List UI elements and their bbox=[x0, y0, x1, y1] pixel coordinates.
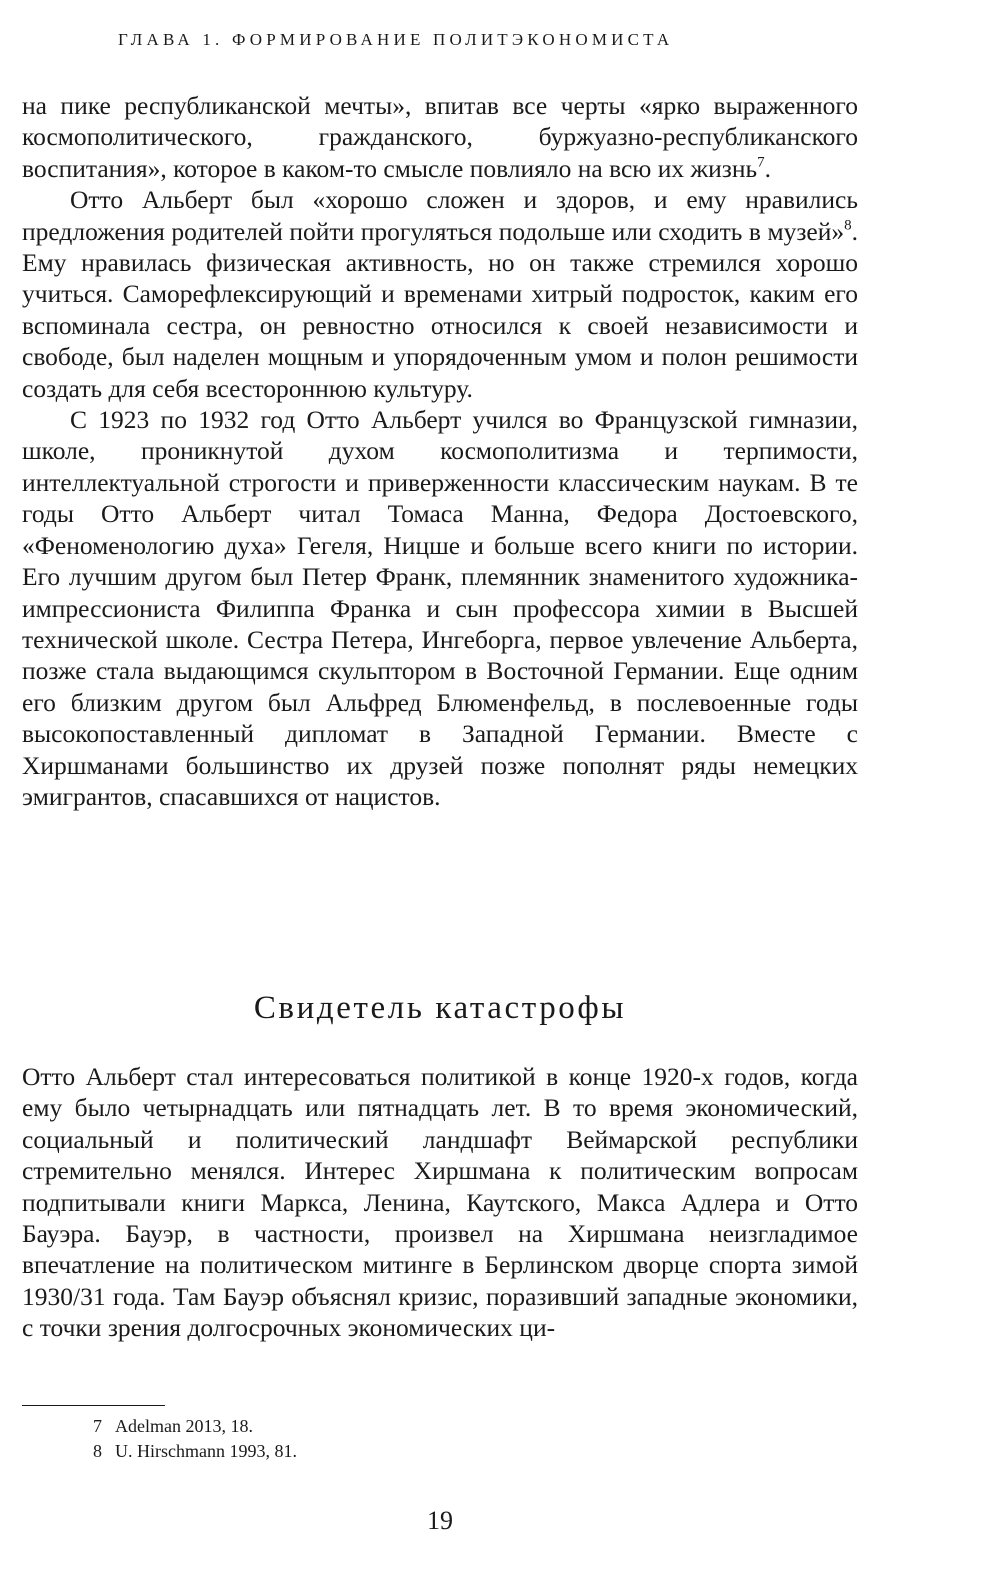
paragraph-2-tail: . Ему нравилась физическая активность, но он также стремился хорошо учиться. Саморефлексирующий и временами хитрый подросток, каким его вспоминала сестра, он ревностно относился к своей независимости и свободе, был наделен мощным и упорядоченным умом и полон решимости создать для себя всестороннюю культуру. bbox=[22, 216, 858, 403]
body-text-top bbox=[22, 90, 858, 812]
body-text-section bbox=[22, 1061, 858, 1344]
footnotes bbox=[93, 1414, 297, 1464]
paragraph-3-text: С 1923 по 1932 год Отто Альберт учился во Французской гимназии, школе, проникнутой духом космополитизма и терпимости, интеллектуальной строгости и приверженности классическим наукам. В те годы Отто Альберт читал Томаса Манна, Федора Достоевского, «Феноменологию духа» Гегеля, Ницше и больше всего книги по истории. Его лучшим другом был Петер Франк, племянник знаменитого художника-импрессиониста Филиппа Франка и сын профессора химии в Высшей технической школе. Сестра Петера, Ингеборга, первое увлечение Альберта, позже стала выдающимся скульптором в Восточной Германии. Еще одним его близким другом был Альфред Блюменфельд, в послевоенные годы высокопоставленный дипломат в Западной Германии. Вместе с Хиршманами большинство их друзей позже пополнят ряды немецких эмигрантов, спасавшихся от нацистов. bbox=[22, 405, 858, 811]
paragraph-1 bbox=[22, 90, 858, 184]
paragraph-1-text: на пике республиканской мечты», впитав все черты «ярко выраженного космополитического, гражданского, буржуазно-республиканского воспитания», которое в каком-то смысле повлияло на всю их жизнь bbox=[22, 91, 858, 183]
footnote-8 bbox=[93, 1439, 297, 1464]
paragraph-3 bbox=[22, 404, 858, 812]
footnote-number: 7 bbox=[93, 1416, 102, 1436]
page-number: 19 bbox=[427, 1506, 453, 1535]
paragraph-2 bbox=[22, 184, 858, 404]
footnote-number: 8 bbox=[93, 1441, 102, 1461]
section-heading: Свидетель катастрофы bbox=[253, 990, 627, 1026]
running-head: ГЛАВА 1. ФОРМИРОВАНИЕ ПОЛИТЭКОНОМИСТА bbox=[118, 30, 674, 49]
footnote-divider bbox=[22, 1405, 165, 1406]
footnote-text: Adelman 2013, 18. bbox=[115, 1416, 253, 1436]
paragraph-4: Отто Альберт стал интересоваться политикой в конце 1920-х годов, когда ему было четырнадцать или пятнадцать лет. В то время экономический, социальный и политический ландшафт Веймарской республики стремительно менялся. Интерес Хиршмана к политическим вопросам подпитывали книги Маркса, Ленина, Каутского, Макса Адлера и Отто Бауэра. Бауэр, в частности, произвел на Хиршмана неизгладимое впечатление на политическом митинге в Берлинском дворце спорта зимой 1930/31 года. Там Бауэр объяснял кризис, поразивший западные экономики, с точки зрения долгосрочных экономических ци- bbox=[22, 1062, 858, 1343]
paragraph-2-text: Отто Альберт был «хорошо сложен и здоров, и ему нравились предложения родителей пойти прогуляться подольше или сходить в музей» bbox=[22, 185, 858, 246]
footnote-ref-7[interactable]: 7 bbox=[757, 154, 765, 171]
footnote-ref-8[interactable]: 8 bbox=[844, 217, 852, 234]
footnote-text: U. Hirschmann 1993, 81. bbox=[115, 1441, 297, 1461]
footnote-7 bbox=[93, 1414, 297, 1439]
paragraph-1-tail: . bbox=[764, 153, 771, 183]
